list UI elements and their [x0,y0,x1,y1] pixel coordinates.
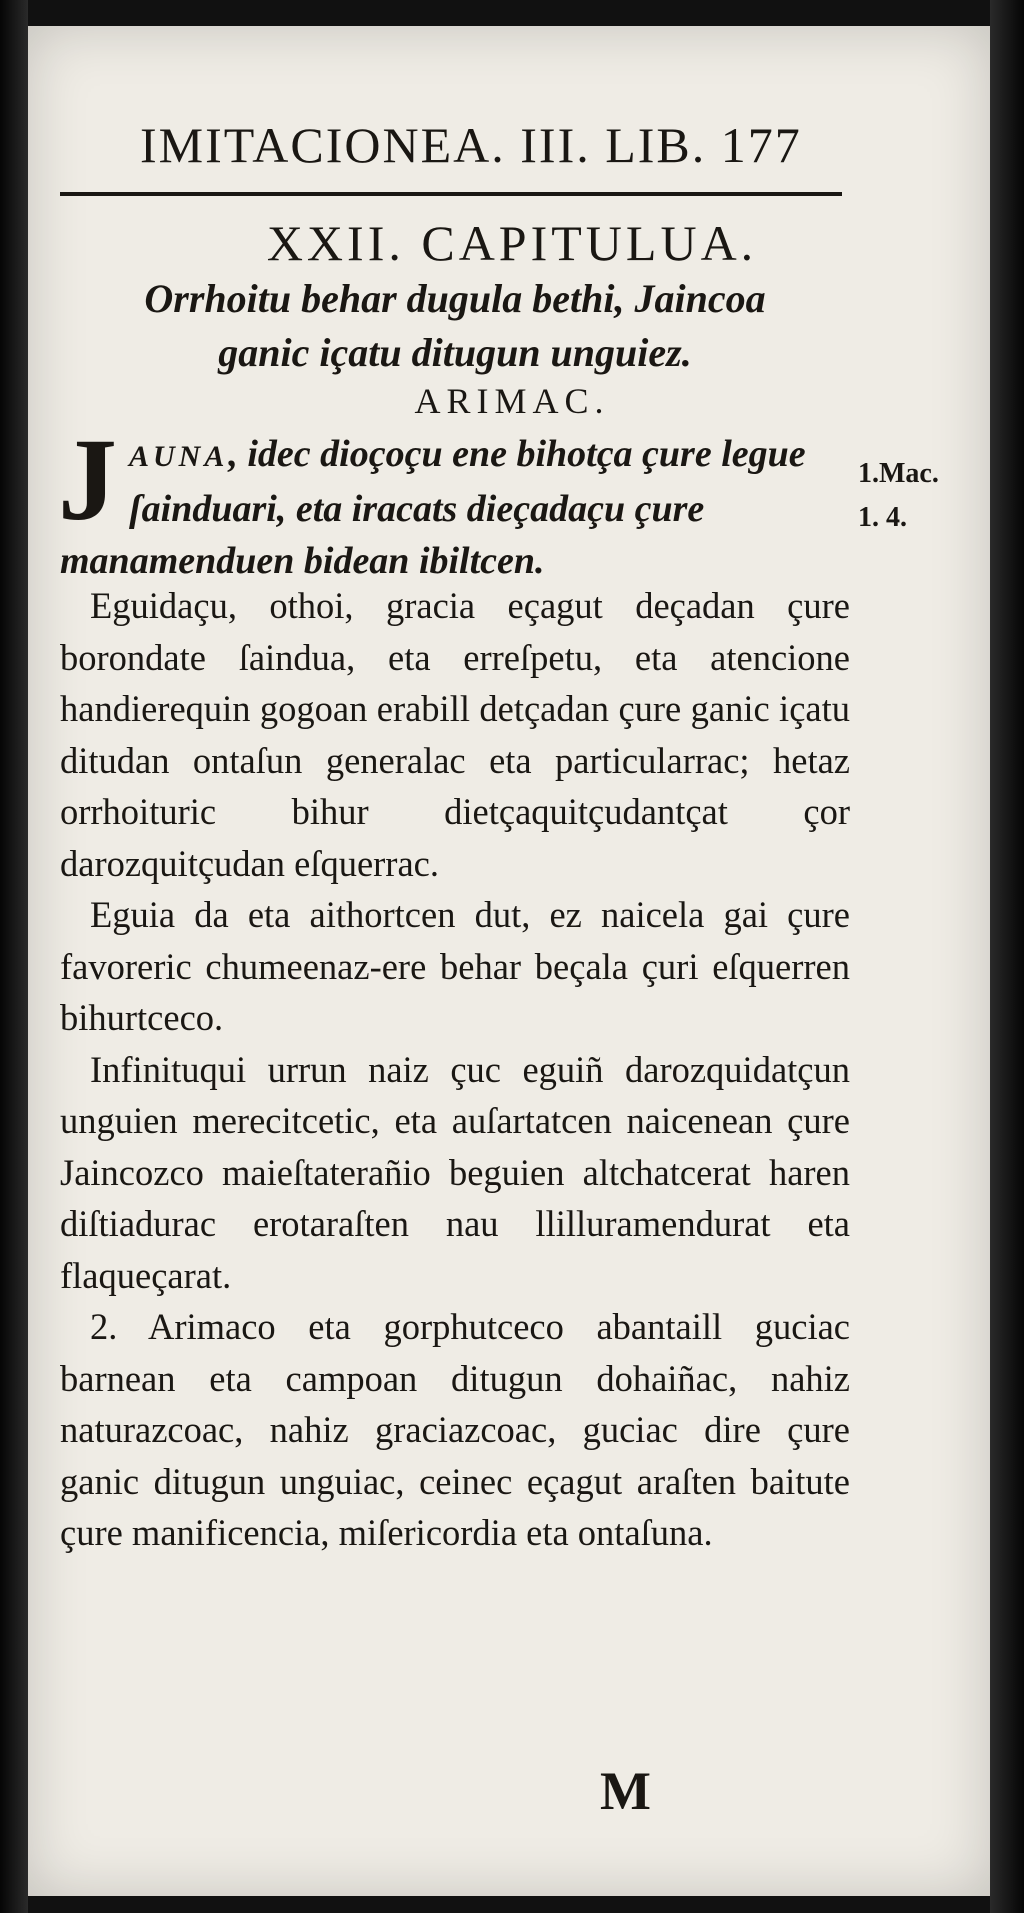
subtitle-line-1: Orrhoitu behar dugula bethi, Jaincoa [144,276,766,321]
page-edge-shadow [990,0,1024,1913]
opening-text: , idec dioçoçu ene bihotça çure legue ſainduari, eta iracats dieçadaçu çure manamenduen bidean ibiltcen. [60,433,806,582]
chapter-subtitle [60,272,850,380]
speaker-heading: ARIMAC. [414,381,610,421]
margin-reference-line-2: 1. 4. [858,502,907,533]
paragraph-1: Eguidaçu, othoi, gracia eçagut deçadan çure borondate ſaindua, eta erreſpetu, eta atencione handierequin gogoan erabill detçadan çure ganic içatu ditudan ontaſun generalac eta particularrac; hetaz orrhoituric bihur dietçaquitçudantçat çor darozquitçudan eſquerrac. [60,585,850,884]
margin-reference [858,452,978,540]
opening-first-word: AUNA [129,440,229,473]
header-rule [60,192,842,196]
body-text [60,580,850,1559]
chapter-title: XXII. CAPITULUA. [266,215,758,271]
running-header: IMITACIONEA. III. LIB. 177 [140,117,802,173]
paragraph-2: Eguia da eta aithortcen dut, ez naicela gai çure favoreric chumeenaz-ere behar beçala çuri eſquerren bihurtceco. [60,894,850,1038]
drop-cap: J [58,414,117,545]
margin-reference-line-1: 1.Mac. [858,458,939,489]
opening-paragraph [58,414,850,587]
book-gutter-shadow [0,0,28,1913]
signature-mark: M [600,1761,651,1821]
subtitle-line-2: ganic içatu ditugun unguiez. [218,330,692,375]
paragraph-4: 2. Arimaco eta gorphutceco abantaill guciac barnean eta campoan ditugun dohaiñac, nahiz naturazcoac, nahiz graciazcoac, guciac dire çure ganic ditugun unguiac, ceinec eçagut araſten baitute çure manificencia, miſericordia eta ontaſuna. [60,1306,850,1553]
paragraph-3: Infinituqui urrun naiz çuc eguiñ darozquidatçun unguien merecitcetic, eta auſartatcen naicenean çure Jaincozco maieſtaterañio beguien altchatcerat haren diſtiadurac erotaraſten nau llilluramendurat eta flaqueçarat. [60,1048,850,1296]
